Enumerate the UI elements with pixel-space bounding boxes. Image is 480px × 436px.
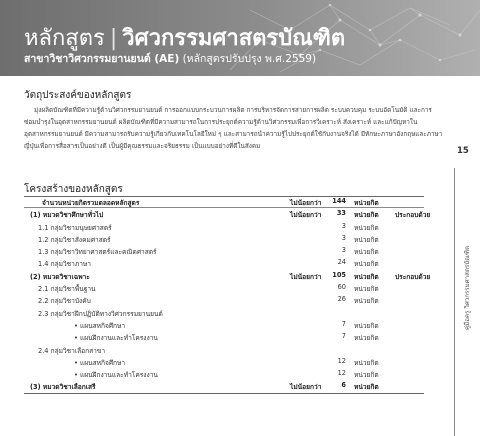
row-label: 2.4 กลุ่มวิชาเลือกสาขา (38, 346, 106, 355)
row-credits: 60 (337, 283, 346, 292)
table-row (24, 294, 444, 306)
row-unit: หน่วยกิต (354, 371, 379, 380)
row-label: 1.1 กลุ่มวิชามนุษยศาสตร์ (38, 223, 112, 232)
header-banner (0, 0, 480, 76)
side-vertical-text: คู่มือครู วิศวกรรมศาสตรบัณฑิต (464, 245, 471, 330)
row-credits: 12 (337, 369, 346, 378)
row-minimum: ไม่น้อยกว่า (290, 383, 322, 392)
row-unit: หน่วยกิต (354, 383, 379, 392)
row-unit: หน่วยกิต (354, 285, 379, 294)
side-divider (454, 168, 455, 436)
row-minimum: ไม่น้อยกว่า (290, 211, 322, 220)
row-credits: 105 (332, 270, 346, 279)
curriculum-table (24, 196, 444, 393)
row-unit: หน่วยกิต (354, 334, 379, 343)
table-row (24, 344, 444, 356)
structure-heading: โครงสร้างของหลักสูตร (24, 184, 123, 195)
page-subtitle (24, 50, 316, 67)
subtitle-note: (หลักสูตรปรับปรุง พ.ศ.2559) (179, 53, 317, 65)
table-row (24, 307, 444, 319)
row-minimum: ไม่น้อยกว่า (290, 272, 322, 281)
objectives-body: มุ่งผลิตบัณฑิตที่มีความรู้ด้านวิศวกรรมยานยนต์ การออกแบบกระบวนการผลิต การบริหารจัดการสายการผลิต ระบบควบคุม ระบบอัตโนมัติ และการซ่อมบำรุงในอุตสาหกรรมยานยนต์ ผลิตบัณฑิตที่มีความสามารถในการประยุกต์ความรู้ด้านวิศวกรรมเพื่อการวิเคราะห์ สังเคราะห์ และแก้ปัญหาในอุตสาหกรรมยานยนต์ มีความสามารถรับความรู้เกี่ยวกับเทคโนโลยีใหม่ ๆ และสามารถนำความรู้ไปประยุกต์ใช้กับงานจริงได้ มีทักษะภาษาอังกฤษและภาษาญี่ปุ่นเพื่อการสื่อสารเป็นอย่างดี เป็นผู้มีคุณธรรมและจริยธรรม เป็นแบบอย่างที่ดีในสังคม (24, 106, 443, 150)
objectives-heading: วัตถุประสงค์ของหลักสูตร (24, 90, 132, 101)
row-unit: หน่วยกิต (354, 297, 379, 306)
row-label: 2.2 กลุ่มวิชาบังคับ (38, 297, 91, 306)
table-row (24, 380, 444, 392)
row-credits: 24 (337, 258, 346, 267)
row-unit: หน่วยกิต (354, 260, 379, 269)
row-unit: หน่วยกิต (354, 248, 379, 257)
row-credits: 3 (341, 233, 346, 242)
row-credits: 33 (336, 209, 346, 218)
table-row (24, 282, 444, 294)
row-label: • แผนสหกิจศึกษา (74, 321, 126, 330)
row-unit: หน่วยกิต (354, 272, 379, 281)
row-label: 2.1 กลุ่มวิชาพื้นฐาน (38, 285, 96, 294)
row-label: 1.4 กลุ่มวิชาภาษา (38, 260, 91, 269)
row-credits: 7 (341, 332, 346, 341)
row-credits: 26 (337, 295, 346, 304)
row-label: • แผนฝึกงานและทำโครงงาน (74, 371, 158, 380)
row-label: 1.3 กลุ่มวิชาวิทยาศาสตร์และคณิตศาสตร์ (38, 248, 157, 257)
table-row (24, 196, 444, 208)
row-label: 1.2 กลุ่มวิชาสังคมศาสตร์ (38, 235, 111, 244)
table-row (24, 245, 444, 257)
row-unit: หน่วยกิต (354, 223, 379, 232)
row-note: ประกอบด้วย (395, 272, 431, 281)
table-row (24, 319, 444, 331)
title-sub: วิศวกรรมศาสตรบัณฑิต (122, 26, 346, 51)
row-note: ประกอบด้วย (395, 211, 431, 220)
row-credits: 144 (332, 197, 346, 205)
table-row (24, 208, 444, 220)
row-label: • แผนสหกิจศึกษา (74, 358, 126, 367)
row-unit: หน่วยกิต (354, 211, 379, 220)
row-unit: หน่วยกิต (354, 199, 379, 207)
table-bottom-rule (24, 393, 424, 394)
table-row (24, 270, 444, 282)
page-number: 15 (457, 146, 469, 156)
row-credits: 3 (341, 221, 346, 230)
row-label: • แผนฝึกงานและทำโครงงาน (74, 334, 158, 343)
row-label: (1) หมวดวิชาศึกษาทั่วไป (30, 211, 104, 220)
row-label: (2) หมวดวิชาเฉพาะ (30, 272, 90, 281)
row-label: (3) หมวดวิชาเลือกเสรี (30, 383, 96, 392)
table-row (24, 356, 444, 368)
row-label: 2.3 กลุ่มวิชาฝึกปฏิบัติทางวิศวกรรมยานยนต์ (38, 309, 163, 318)
row-label: จำนวนหน่วยกิตรวมตลอดหลักสูตร (42, 199, 140, 207)
row-credits: 12 (337, 356, 346, 365)
row-minimum: ไม่น้อยกว่า (290, 199, 322, 207)
subtitle-major: สาขาวิชาวิศวกรรมยานยนต์ (AE) (24, 53, 180, 65)
table-row (24, 233, 444, 245)
row-unit: หน่วยกิต (354, 321, 379, 330)
table-row (24, 257, 444, 269)
title-separator: | (109, 26, 118, 51)
row-unit: หน่วยกิต (354, 235, 379, 244)
row-credits: 7 (341, 319, 346, 328)
table-row (24, 221, 444, 233)
row-credits: 3 (341, 246, 346, 255)
row-unit: หน่วยกิต (354, 358, 379, 367)
row-credits: 6 (341, 381, 346, 390)
table-row (24, 331, 444, 343)
title-main: หลักสูตร (24, 26, 105, 51)
table-row (24, 368, 444, 380)
